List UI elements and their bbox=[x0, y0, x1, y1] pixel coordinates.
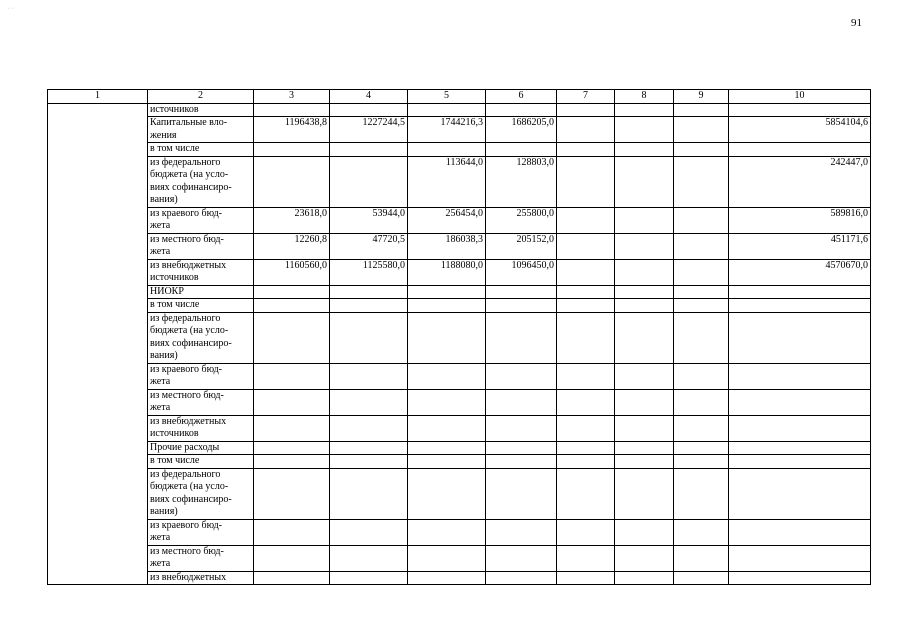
value-cell bbox=[557, 363, 615, 389]
row-label: Прочие расходы bbox=[148, 441, 254, 455]
value-cell bbox=[408, 285, 486, 299]
value-cell bbox=[615, 389, 674, 415]
table-row bbox=[48, 441, 871, 455]
value-cell bbox=[615, 233, 674, 259]
value-cell: 113644,0 bbox=[408, 156, 486, 207]
value-cell bbox=[254, 389, 330, 415]
value-cell bbox=[674, 285, 729, 299]
value-cell bbox=[557, 519, 615, 545]
value-cell bbox=[408, 571, 486, 585]
value-cell bbox=[254, 363, 330, 389]
value-cell bbox=[254, 455, 330, 469]
group-cell bbox=[48, 285, 148, 299]
value-cell bbox=[674, 299, 729, 313]
budget-table bbox=[47, 89, 871, 585]
group-cell bbox=[48, 117, 148, 143]
value-cell bbox=[330, 455, 408, 469]
value-cell bbox=[674, 312, 729, 363]
value-cell bbox=[557, 545, 615, 571]
value-cell bbox=[557, 312, 615, 363]
value-cell: 255800,0 bbox=[486, 207, 557, 233]
value-cell bbox=[729, 545, 871, 571]
value-cell bbox=[557, 285, 615, 299]
value-cell bbox=[330, 299, 408, 313]
value-cell: 256454,0 bbox=[408, 207, 486, 233]
value-cell: 451171,6 bbox=[729, 233, 871, 259]
value-cell bbox=[486, 103, 557, 117]
value-cell: 1096450,0 bbox=[486, 259, 557, 285]
table-row bbox=[48, 233, 871, 259]
value-cell bbox=[729, 285, 871, 299]
value-cell: 242447,0 bbox=[729, 156, 871, 207]
table-row bbox=[48, 299, 871, 313]
value-cell: 1125580,0 bbox=[330, 259, 408, 285]
value-cell bbox=[557, 389, 615, 415]
row-label: из краевого бюд- жета bbox=[148, 207, 254, 233]
value-cell bbox=[330, 103, 408, 117]
value-cell bbox=[557, 117, 615, 143]
value-cell bbox=[330, 156, 408, 207]
value-cell bbox=[615, 156, 674, 207]
value-cell bbox=[674, 545, 729, 571]
value-cell bbox=[615, 571, 674, 585]
value-cell: 4570670,0 bbox=[729, 259, 871, 285]
value-cell bbox=[615, 259, 674, 285]
table-row bbox=[48, 207, 871, 233]
row-label: в том числе bbox=[148, 143, 254, 157]
value-cell: 23618,0 bbox=[254, 207, 330, 233]
value-cell bbox=[615, 103, 674, 117]
group-cell bbox=[48, 207, 148, 233]
value-cell bbox=[674, 259, 729, 285]
value-cell: 205152,0 bbox=[486, 233, 557, 259]
table-row bbox=[48, 545, 871, 571]
value-cell bbox=[557, 455, 615, 469]
value-cell bbox=[254, 571, 330, 585]
value-cell bbox=[615, 455, 674, 469]
value-cell: 1686205,0 bbox=[486, 117, 557, 143]
table-row bbox=[48, 519, 871, 545]
value-cell bbox=[486, 312, 557, 363]
value-cell bbox=[557, 103, 615, 117]
value-cell bbox=[557, 233, 615, 259]
value-cell bbox=[557, 143, 615, 157]
group-cell bbox=[48, 299, 148, 313]
value-cell bbox=[615, 299, 674, 313]
value-cell bbox=[729, 103, 871, 117]
group-cell bbox=[48, 143, 148, 157]
table-row bbox=[48, 103, 871, 117]
row-label: источников bbox=[148, 103, 254, 117]
value-cell bbox=[674, 455, 729, 469]
value-cell bbox=[729, 441, 871, 455]
value-cell: 186038,3 bbox=[408, 233, 486, 259]
column-header: 1 bbox=[48, 90, 148, 104]
column-header: 2 bbox=[148, 90, 254, 104]
value-cell bbox=[254, 415, 330, 441]
value-cell bbox=[486, 389, 557, 415]
row-label: из местного бюд- жета bbox=[148, 545, 254, 571]
row-label: из местного бюд- жета bbox=[148, 233, 254, 259]
value-cell bbox=[674, 363, 729, 389]
column-header: 10 bbox=[729, 90, 871, 104]
value-cell: 589816,0 bbox=[729, 207, 871, 233]
value-cell bbox=[615, 143, 674, 157]
value-cell bbox=[254, 468, 330, 519]
value-cell bbox=[615, 312, 674, 363]
value-cell bbox=[674, 103, 729, 117]
value-cell bbox=[408, 363, 486, 389]
value-cell bbox=[674, 468, 729, 519]
value-cell bbox=[674, 519, 729, 545]
value-cell bbox=[330, 519, 408, 545]
value-cell bbox=[674, 117, 729, 143]
value-cell bbox=[729, 415, 871, 441]
table-row bbox=[48, 363, 871, 389]
value-cell bbox=[486, 545, 557, 571]
table-row bbox=[48, 117, 871, 143]
value-cell bbox=[729, 389, 871, 415]
value-cell bbox=[557, 259, 615, 285]
row-label: Капитальные вло- жения bbox=[148, 117, 254, 143]
value-cell bbox=[615, 441, 674, 455]
value-cell bbox=[254, 285, 330, 299]
group-cell bbox=[48, 519, 148, 545]
table-row bbox=[48, 312, 871, 363]
value-cell bbox=[729, 143, 871, 157]
column-number-row bbox=[48, 90, 871, 104]
row-label: из внебюджетных bbox=[148, 571, 254, 585]
row-label: НИОКР bbox=[148, 285, 254, 299]
row-label: из федерального бюджета (на усло- виях софинансиро- вания) bbox=[148, 156, 254, 207]
value-cell bbox=[615, 207, 674, 233]
row-label: в том числе bbox=[148, 299, 254, 313]
column-header: 6 bbox=[486, 90, 557, 104]
value-cell bbox=[674, 143, 729, 157]
page-number: 91 bbox=[851, 17, 862, 29]
value-cell bbox=[330, 363, 408, 389]
value-cell bbox=[557, 299, 615, 313]
value-cell bbox=[254, 103, 330, 117]
value-cell bbox=[408, 143, 486, 157]
value-cell bbox=[254, 156, 330, 207]
row-label: из местного бюд- жета bbox=[148, 389, 254, 415]
value-cell bbox=[615, 285, 674, 299]
group-cell bbox=[48, 415, 148, 441]
value-cell bbox=[330, 415, 408, 441]
value-cell bbox=[557, 441, 615, 455]
value-cell bbox=[330, 143, 408, 157]
column-header: 4 bbox=[330, 90, 408, 104]
value-cell bbox=[408, 519, 486, 545]
value-cell bbox=[486, 455, 557, 469]
value-cell bbox=[408, 299, 486, 313]
group-cell bbox=[48, 312, 148, 363]
column-header: 9 bbox=[674, 90, 729, 104]
row-label: из федерального бюджета (на усло- виях софинансиро- вания) bbox=[148, 468, 254, 519]
value-cell bbox=[408, 312, 486, 363]
value-cell bbox=[408, 441, 486, 455]
value-cell bbox=[615, 519, 674, 545]
table-row bbox=[48, 285, 871, 299]
value-cell bbox=[254, 519, 330, 545]
value-cell bbox=[486, 143, 557, 157]
value-cell bbox=[615, 117, 674, 143]
value-cell: 128803,0 bbox=[486, 156, 557, 207]
value-cell bbox=[615, 415, 674, 441]
value-cell: 1196438,8 bbox=[254, 117, 330, 143]
value-cell bbox=[615, 363, 674, 389]
value-cell bbox=[254, 545, 330, 571]
value-cell bbox=[330, 285, 408, 299]
value-cell: 12260,8 bbox=[254, 233, 330, 259]
value-cell bbox=[408, 545, 486, 571]
group-cell bbox=[48, 156, 148, 207]
value-cell bbox=[486, 363, 557, 389]
value-cell: 1227244,5 bbox=[330, 117, 408, 143]
value-cell bbox=[330, 389, 408, 415]
table-row bbox=[48, 571, 871, 585]
group-cell bbox=[48, 103, 148, 117]
value-cell bbox=[254, 441, 330, 455]
value-cell bbox=[674, 571, 729, 585]
group-cell bbox=[48, 363, 148, 389]
value-cell bbox=[557, 207, 615, 233]
value-cell: 5854104,6 bbox=[729, 117, 871, 143]
value-cell: 1160560,0 bbox=[254, 259, 330, 285]
group-cell bbox=[48, 571, 148, 585]
value-cell: 1744216,3 bbox=[408, 117, 486, 143]
value-cell bbox=[729, 455, 871, 469]
value-cell bbox=[408, 455, 486, 469]
table-row bbox=[48, 156, 871, 207]
value-cell bbox=[330, 545, 408, 571]
scan-artifact: · · bbox=[8, 6, 14, 12]
value-cell bbox=[729, 312, 871, 363]
value-cell: 53944,0 bbox=[330, 207, 408, 233]
value-cell bbox=[254, 312, 330, 363]
value-cell bbox=[486, 468, 557, 519]
value-cell bbox=[674, 389, 729, 415]
value-cell bbox=[557, 571, 615, 585]
value-cell bbox=[330, 571, 408, 585]
value-cell bbox=[674, 415, 729, 441]
group-cell bbox=[48, 259, 148, 285]
value-cell bbox=[615, 468, 674, 519]
value-cell bbox=[408, 415, 486, 441]
value-cell bbox=[408, 389, 486, 415]
column-header: 7 bbox=[557, 90, 615, 104]
table-body bbox=[48, 103, 871, 585]
value-cell bbox=[408, 468, 486, 519]
value-cell bbox=[254, 143, 330, 157]
group-cell bbox=[48, 455, 148, 469]
value-cell bbox=[408, 103, 486, 117]
value-cell bbox=[486, 571, 557, 585]
value-cell bbox=[729, 519, 871, 545]
column-header: 8 bbox=[615, 90, 674, 104]
value-cell bbox=[729, 571, 871, 585]
value-cell bbox=[557, 156, 615, 207]
row-label: из внебюджетных источников bbox=[148, 259, 254, 285]
row-label: из краевого бюд- жета bbox=[148, 519, 254, 545]
value-cell bbox=[330, 468, 408, 519]
value-cell bbox=[330, 312, 408, 363]
row-label: из федерального бюджета (на усло- виях софинансиро- вания) bbox=[148, 312, 254, 363]
value-cell bbox=[330, 441, 408, 455]
group-cell bbox=[48, 441, 148, 455]
group-cell bbox=[48, 233, 148, 259]
value-cell bbox=[615, 545, 674, 571]
row-label: из внебюджетных источников bbox=[148, 415, 254, 441]
column-header: 3 bbox=[254, 90, 330, 104]
value-cell bbox=[674, 207, 729, 233]
column-header: 5 bbox=[408, 90, 486, 104]
table-row bbox=[48, 455, 871, 469]
value-cell bbox=[729, 468, 871, 519]
row-label: в том числе bbox=[148, 455, 254, 469]
value-cell bbox=[486, 299, 557, 313]
value-cell bbox=[674, 233, 729, 259]
table-row bbox=[48, 389, 871, 415]
value-cell bbox=[557, 415, 615, 441]
table-row bbox=[48, 468, 871, 519]
group-cell bbox=[48, 545, 148, 571]
value-cell bbox=[557, 468, 615, 519]
value-cell bbox=[486, 441, 557, 455]
value-cell bbox=[729, 363, 871, 389]
value-cell bbox=[486, 519, 557, 545]
value-cell bbox=[486, 285, 557, 299]
row-label: из краевого бюд- жета bbox=[148, 363, 254, 389]
value-cell: 1188080,0 bbox=[408, 259, 486, 285]
group-cell bbox=[48, 389, 148, 415]
group-cell bbox=[48, 468, 148, 519]
value-cell bbox=[254, 299, 330, 313]
value-cell bbox=[674, 441, 729, 455]
table-row bbox=[48, 259, 871, 285]
value-cell bbox=[674, 156, 729, 207]
value-cell: 47720,5 bbox=[330, 233, 408, 259]
value-cell bbox=[486, 415, 557, 441]
table-row bbox=[48, 415, 871, 441]
value-cell bbox=[729, 299, 871, 313]
table-row bbox=[48, 143, 871, 157]
